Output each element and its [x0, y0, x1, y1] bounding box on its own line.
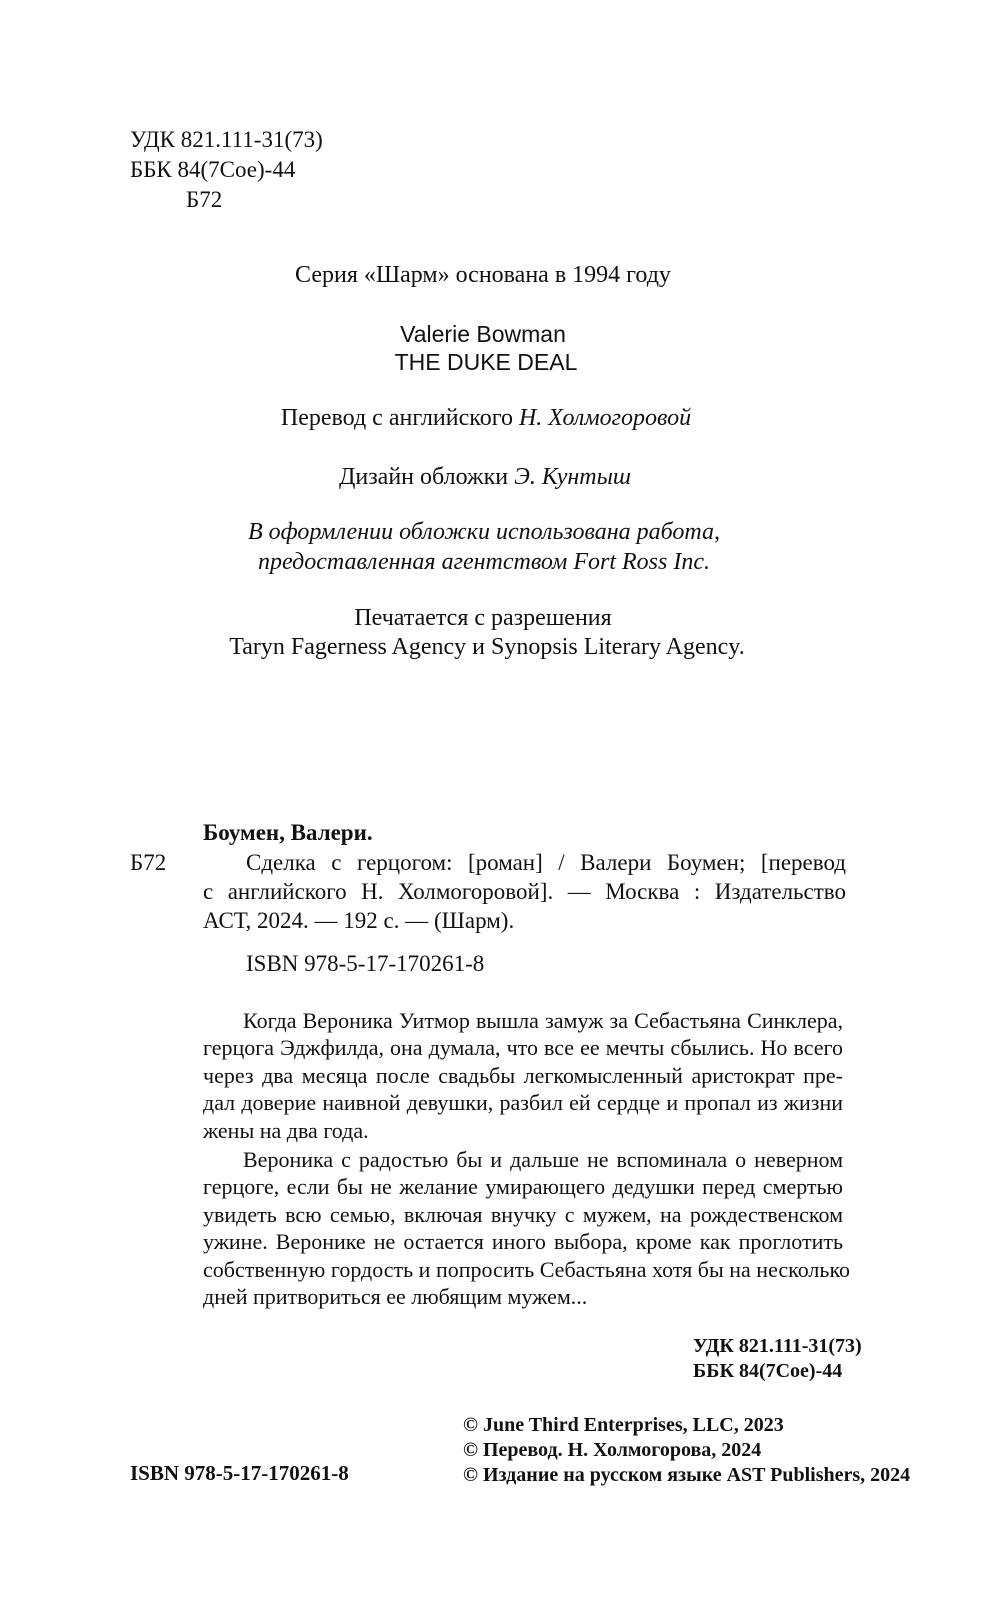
annotation-p2-line-3: увидеть всю семью, включая внучку с мужем, на рождественском: [203, 1201, 843, 1227]
series-note: Серия «Шарм» основана в 1994 году: [295, 262, 671, 288]
catalog-isbn: ISBN 978-5-17-170261-8: [246, 951, 485, 976]
annotation-p2-line-4: ужине. Веронике не остается иного выбора, кроме как проглотить: [203, 1229, 843, 1255]
translation-credit: [0, 402, 972, 434]
cover-design-prefix: Дизайн обложки: [338, 464, 509, 490]
translator-name: Н. Холмогоровой: [518, 405, 692, 431]
annotation-p1-line-4: дал доверие наивной девушки, разбил ей сердце и пропал из жизни: [203, 1090, 843, 1116]
annotation-paragraph-2: [203, 1146, 851, 1310]
footer-isbn: ISBN 978-5-17-170261-8: [130, 1461, 349, 1485]
catalog-code: Б72: [130, 850, 167, 875]
annotation-p1-line-1: Когда Вероника Уитмор вышла замуж за Себастьяна Синклера,: [243, 1008, 843, 1033]
translation-prefix: Перевод с английского: [280, 405, 513, 431]
original-title: THE DUKE DEAL: [394, 349, 578, 375]
catalog-description-line-2: с английского Н. Холмогоровой]. — Москва : Издательство: [203, 879, 846, 904]
author-mark: Б72: [186, 187, 223, 212]
footer-bbk-code: ББК 84(7Сое)-44: [693, 1360, 843, 1382]
permission-line-1: Печатается с разрешения: [354, 605, 612, 631]
annotation-p1-line-2: герцога Эджфилда, она думала, что все ее мечты сбылись. Но всего: [203, 1035, 843, 1061]
cover-design-credit: [0, 461, 970, 493]
footer-udk-code: УДК 821.111-31(73): [693, 1335, 862, 1357]
cover-designer-name: Э. Кунтыш: [514, 464, 631, 490]
copyright-line-3: © Издание на русском языке AST Publishers, 2024: [463, 1464, 911, 1486]
annotation-p2-line-5: собственную гордость и попросить Себастьяна хотя бы на несколько: [203, 1256, 851, 1282]
annotation-p2-line-1: Вероника с радостью бы и дальше не вспоминала о неверном: [243, 1147, 843, 1172]
catalog-description-line-3: АСТ, 2024. — 192 с. — (Шарм).: [203, 908, 515, 933]
udk-code: УДК 821.111-31(73): [130, 127, 323, 152]
copyright-line-1: © June Third Enterprises, LLC, 2023: [463, 1414, 784, 1436]
catalog-author-heading: Боумен, Валери.: [203, 820, 373, 845]
cover-note-line-2: предоставленная агентством Fort Ross Inc.: [258, 549, 710, 575]
annotation-p2-line-2: герцоге, если бы не желание умирающего дедушки перед смертью: [203, 1174, 843, 1200]
original-author: Valerie Bowman: [400, 321, 566, 347]
copyright-line-2: © Перевод. Н. Холмогорова, 2024: [463, 1439, 762, 1461]
annotation-p2-line-6: дней притвориться ее любящим мужем...: [203, 1284, 588, 1310]
bbk-code: ББК 84(7Сое)-44: [130, 157, 296, 182]
catalog-description-line-1: Сделка с герцогом: [роман] / Валери Боумен; [перевод: [246, 850, 846, 875]
cover-note-line-1: В оформлении обложки использована работа,: [247, 519, 721, 545]
annotation-paragraph-1: [203, 1007, 843, 1144]
annotation-p1-line-5: жены на два года.: [203, 1117, 369, 1143]
permission-line-2: Taryn Fagerness Agency и Synopsis Literary Agency.: [229, 634, 745, 660]
annotation-p1-line-3: через два месяца после свадьбы легкомысленный аристократ пре-: [203, 1062, 843, 1088]
